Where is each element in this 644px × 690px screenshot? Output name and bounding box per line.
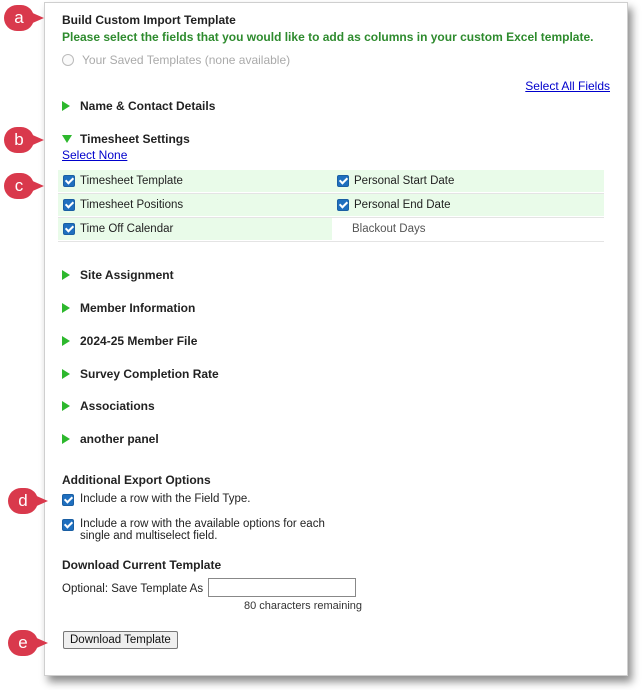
field-timesheet-template[interactable] xyxy=(58,170,332,192)
expand-arrow-icon xyxy=(62,369,70,379)
section-label: Survey Completion Rate xyxy=(80,367,219,381)
field-blackout-days[interactable] xyxy=(332,218,604,240)
saved-templates-label: Your Saved Templates (none available) xyxy=(82,53,291,67)
checkbox-checked-icon[interactable] xyxy=(63,175,75,187)
checkbox-checked-icon[interactable] xyxy=(63,199,75,211)
field-time-off-calendar[interactable] xyxy=(58,218,332,240)
select-all-fields-link[interactable]: Select All Fields xyxy=(525,79,610,93)
download-heading: Download Current Template xyxy=(62,558,222,572)
saved-templates-option[interactable] xyxy=(62,53,290,67)
section-member-file[interactable] xyxy=(62,334,197,348)
collapse-arrow-icon xyxy=(62,135,72,143)
section-label: 2024-25 Member File xyxy=(80,334,198,348)
callout-label: a xyxy=(4,5,34,31)
section-associations[interactable] xyxy=(62,399,155,413)
save-template-label: Optional: Save Template As xyxy=(62,583,204,595)
section-site-assignment[interactable] xyxy=(62,268,174,282)
callout-d xyxy=(8,488,42,514)
expand-arrow-icon xyxy=(62,336,70,346)
section-label: another panel xyxy=(80,432,159,446)
expand-arrow-icon xyxy=(62,270,70,280)
export-options-heading: Additional Export Options xyxy=(62,473,211,487)
checkbox-checked-icon[interactable] xyxy=(62,519,74,531)
checkbox-checked-icon[interactable] xyxy=(62,494,74,506)
option-field-type[interactable] xyxy=(62,493,250,506)
download-template-button[interactable]: Download Template xyxy=(63,631,178,649)
section-name-contact[interactable] xyxy=(62,99,215,113)
section-label: Associations xyxy=(80,399,155,413)
section-survey-completion[interactable] xyxy=(62,367,219,381)
section-another-panel[interactable] xyxy=(62,432,159,446)
section-label: Site Assignment xyxy=(80,268,174,282)
section-label: Timesheet Settings xyxy=(80,132,190,146)
field-label: Time Off Calendar xyxy=(80,223,174,235)
page-subtitle: Please select the fields that you would like to add as columns in your custom Excel template. xyxy=(62,30,594,44)
option-available-options[interactable] xyxy=(62,518,325,542)
section-member-information[interactable] xyxy=(62,301,195,315)
radio-icon[interactable] xyxy=(62,54,74,66)
callout-a xyxy=(4,5,38,31)
callout-label: e xyxy=(8,630,38,656)
checkbox-checked-icon[interactable] xyxy=(337,175,349,187)
callout-label: c xyxy=(4,173,34,199)
row-divider xyxy=(58,241,604,242)
option-label-line2: single and multiselect field. xyxy=(80,530,218,542)
field-personal-end-date[interactable] xyxy=(332,194,604,216)
save-template-input[interactable] xyxy=(208,578,356,597)
callout-b xyxy=(4,127,38,153)
section-timesheet-settings[interactable] xyxy=(62,132,190,146)
option-label-line1: Include a row with the available options for each xyxy=(80,518,325,530)
option-label xyxy=(80,518,325,542)
callout-label: d xyxy=(8,488,38,514)
field-label: Personal End Date xyxy=(354,199,451,211)
callout-label: b xyxy=(4,127,34,153)
expand-arrow-icon xyxy=(62,434,70,444)
checkbox-checked-icon[interactable] xyxy=(63,223,75,235)
section-label: Name & Contact Details xyxy=(80,99,216,113)
field-label: Timesheet Template xyxy=(80,175,183,187)
expand-arrow-icon xyxy=(62,401,70,411)
field-timesheet-positions[interactable] xyxy=(58,194,332,216)
expand-arrow-icon xyxy=(62,101,70,111)
field-label: Personal Start Date xyxy=(354,175,455,187)
select-none-link[interactable]: Select None xyxy=(62,148,128,162)
field-label: Timesheet Positions xyxy=(80,199,184,211)
callout-c xyxy=(4,173,38,199)
page-title: Build Custom Import Template xyxy=(62,13,236,27)
checkbox-checked-icon[interactable] xyxy=(337,199,349,211)
field-label: Blackout Days xyxy=(352,223,426,235)
expand-arrow-icon xyxy=(62,303,70,313)
characters-remaining: 80 characters remaining xyxy=(244,600,363,612)
field-personal-start-date[interactable] xyxy=(332,170,604,192)
section-label: Member Information xyxy=(80,301,196,315)
option-label: Include a row with the Field Type. xyxy=(80,493,251,505)
callout-e xyxy=(8,630,42,656)
